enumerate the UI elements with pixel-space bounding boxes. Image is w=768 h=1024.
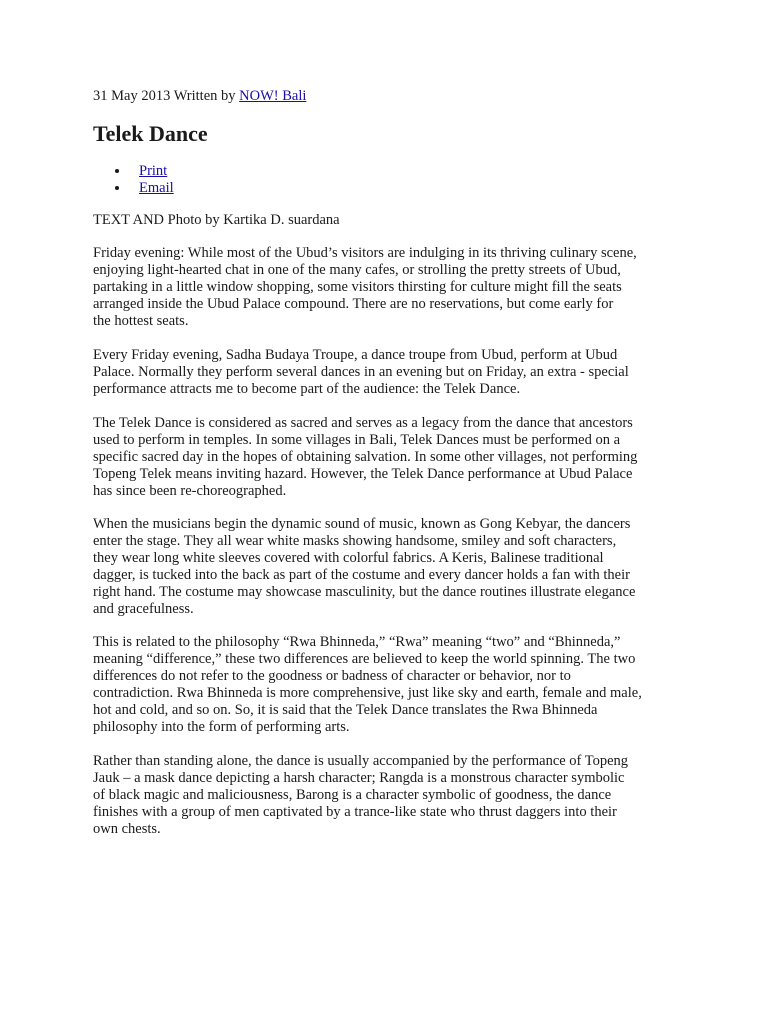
paragraph-4 (93, 516, 693, 618)
text-line: the hottest seats. (93, 313, 189, 329)
text-line: enter the stage. They all wear white masks showing handsome, smiley and soft characters, (93, 533, 617, 549)
text-line: and gracefulness. (93, 601, 194, 617)
photo-credit: TEXT AND Photo by Kartika D. suardana (93, 212, 340, 228)
text-line: specific sacred day in the hopes of obtaining salvation. In some other villages, not performing (93, 449, 638, 465)
text-line: Friday evening: While most of the Ubud’s visitors are indulging in its thriving culinary scene, (93, 245, 637, 261)
text-line: Jauk – a mask dance depicting a harsh character; Rangda is a monstrous character symbolic (93, 770, 625, 786)
byline (93, 87, 306, 105)
text-line: philosophy into the form of performing arts. (93, 719, 350, 735)
text-line: partaking in a little window shopping, some visitors thirsting for culture might fill the seats (93, 279, 622, 295)
paragraph-5 (93, 634, 693, 736)
article-title: Telek Dance (93, 121, 208, 146)
bullet-icon (115, 169, 119, 173)
text-line: of black magic and maliciousness, Barong is a character symbolic of goodness, the dance (93, 787, 612, 803)
paragraph-3 (93, 415, 693, 500)
paragraph-6 (93, 753, 693, 838)
text-line: The Telek Dance is considered as sacred and serves as a legacy from the dance that ancestors (93, 415, 633, 431)
text-line: enjoying light-hearted chat in one of the many cafes, or strolling the pretty streets of Ubud, (93, 262, 621, 278)
text-line: Every Friday evening, Sadha Budaya Troupe, a dance troupe from Ubud, perform at Ubud (93, 347, 618, 363)
text-line: When the musicians begin the dynamic sound of music, known as Gong Kebyar, the dancers (93, 516, 631, 532)
text-line: hot and cold, and so on. So, it is said that the Telek Dance translates the Rwa Bhinneda (93, 702, 598, 718)
byline-date: 31 May 2013 Written by (93, 88, 236, 104)
text-line: Rather than standing alone, the dance is usually accompanied by the performance of Topeng (93, 753, 629, 769)
text-line: dagger, is tucked into the back as part of the costume and every dancer holds a fan with their (93, 567, 630, 583)
text-line: arranged inside the Ubud Palace compound. There are no reservations, but come early for (93, 296, 614, 312)
text-line: they wear long white sleeves covered with colorful fabrics. A Keris, Balinese traditional (93, 550, 604, 566)
text-line: differences do not refer to the goodness or badness of character or behavior, nor to (93, 668, 571, 684)
email-link[interactable]: Email (139, 180, 174, 196)
text-line: meaning “difference,” these two differences are believed to keep the world spinning. The two (93, 651, 636, 667)
text-line: has since been re-choreographed. (93, 483, 287, 499)
paragraph-2 (93, 347, 693, 398)
text-line: finishes with a group of men captivated by a trance-like state who thrust daggers into their (93, 804, 617, 820)
text-line: Topeng Telek means inviting hazard. However, the Telek Dance performance at Ubud Palace (93, 466, 633, 482)
print-link[interactable]: Print (139, 163, 168, 179)
text-line: contradiction. Rwa Bhinneda is more comprehensive, just like sky and earth, female and male, (93, 685, 642, 701)
author-link[interactable]: NOW! Bali (239, 88, 307, 104)
text-line: own chests. (93, 821, 161, 837)
text-line: right hand. The costume may showcase masculinity, but the dance routines illustrate elegance (93, 584, 636, 600)
paragraph-1 (93, 245, 693, 330)
text-line: performance attracts me to become part of the audience: the Telek Dance. (93, 381, 521, 397)
text-line: Palace. Normally they perform several dances in an evening but on Friday, an extra - special (93, 364, 629, 380)
text-line: This is related to the philosophy “Rwa Bhinneda,” “Rwa” meaning “two” and “Bhinneda,” (93, 634, 621, 650)
text-line: used to perform in temples. In some villages in Bali, Telek Dances must be performed on a (93, 432, 621, 448)
bullet-icon (115, 186, 119, 190)
